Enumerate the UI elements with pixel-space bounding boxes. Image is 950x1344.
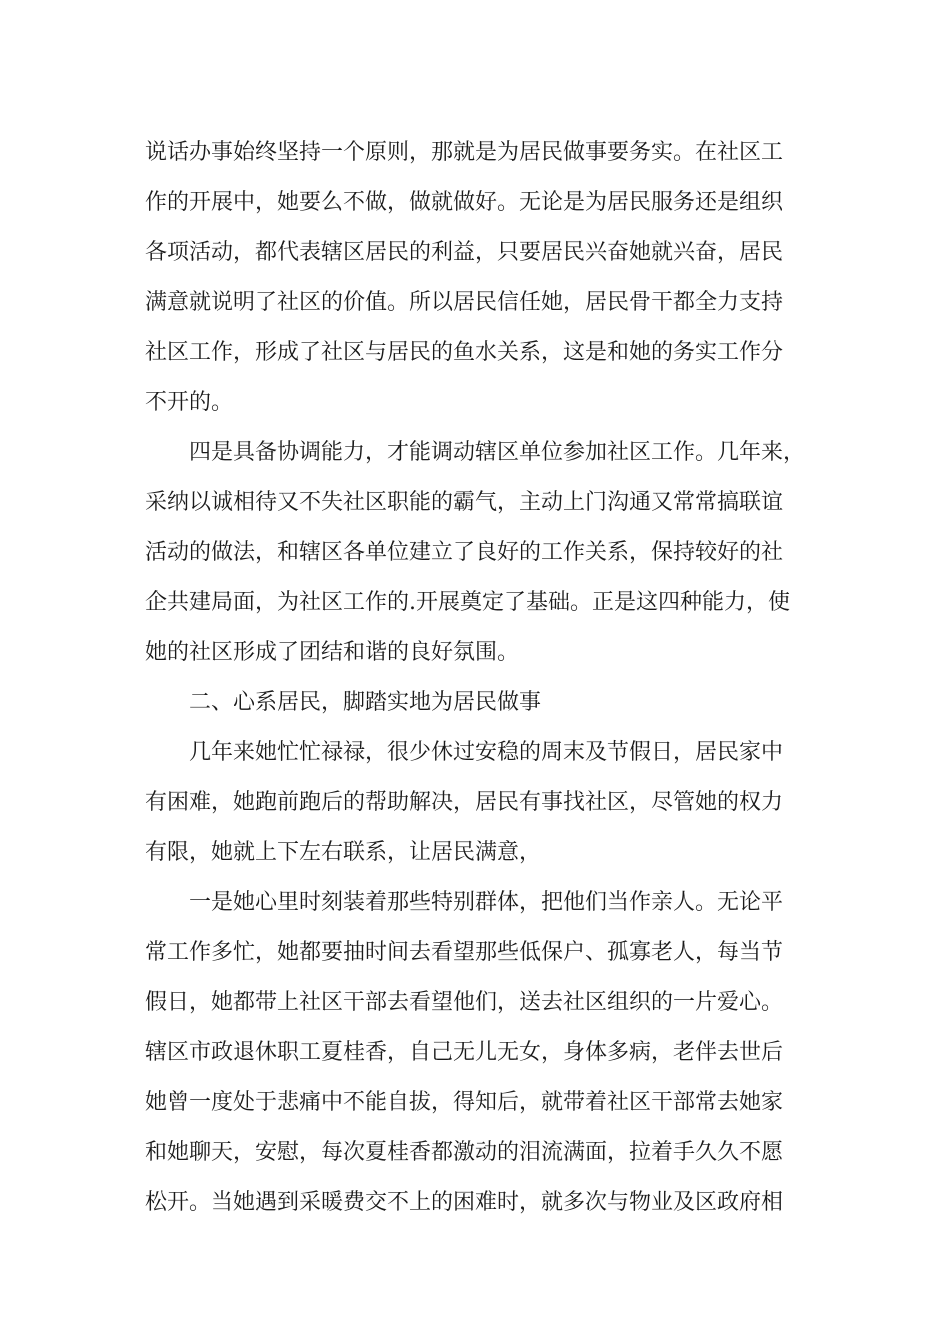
text-line: 活动的做法，和辖区各单位建立了良好的工作关系，保持较好的社: [145, 540, 784, 565]
text-line: 有限，她就上下左右联系，让居民满意，: [145, 840, 542, 865]
text-line: 她的社区形成了团结和谐的良好氛围。: [145, 640, 520, 665]
text-line: 松开。当她遇到采暖费交不上的困难时，就多次与物业及区政府相: [145, 1190, 784, 1215]
text-line: 四是具备协调能力，才能调动辖区单位参加社区工作。几年来，: [145, 440, 806, 465]
text-line: 不开的。: [145, 390, 234, 415]
text-line: 和她聊天，安慰，每次夏桂香都激动的泪流满面，拉着手久久不愿: [145, 1140, 784, 1165]
text-line: 她曾一度处于悲痛中不能自拔，得知后，就带着社区干部常去她家: [145, 1090, 784, 1115]
text-line: 假日，她都带上社区干部去看望他们，送去社区组织的一片爱心。: [145, 990, 784, 1015]
text-line: 几年来她忙忙禄禄，很少休过安稳的周末及节假日，居民家中: [145, 740, 784, 765]
text-line: 有困难，她跑前跑后的帮助解决，居民有事找社区，尽管她的权力: [145, 790, 784, 815]
text-line: 作的开展中，她要么不做，做就做好。无论是为居民服务还是组织: [145, 190, 784, 215]
text-line: 辖区市政退休职工夏桂香，自己无儿无女，身体多病，老伴去世后: [145, 1040, 784, 1065]
text-line: 常工作多忙，她都要抽时间去看望那些低保户、孤寡老人，每当节: [145, 940, 784, 965]
text-line: 满意就说明了社区的价值。所以居民信任她，居民骨干都全力支持: [145, 290, 784, 315]
text-line: 企共建局面，为社区工作的.开展奠定了基础。正是这四种能力，使: [145, 590, 790, 615]
text-line: 一是她心里时刻装着那些特别群体，把他们当作亲人。无论平: [145, 890, 784, 915]
text-line: 社区工作，形成了社区与居民的鱼水关系，这是和她的务实工作分: [145, 340, 784, 365]
text-line: 采纳以诚相待又不失社区职能的霸气，主动上门沟通又常常搞联谊: [145, 490, 784, 515]
section-heading: 二、心系居民，脚踏实地为居民做事: [145, 690, 542, 715]
text-line: 说话办事始终坚持一个原则，那就是为居民做事要务实。在社区工: [145, 140, 784, 165]
body-text: [145, 128, 835, 1228]
text-line: 各项活动，都代表辖区居民的利益，只要居民兴奋她就兴奋，居民: [145, 240, 784, 265]
